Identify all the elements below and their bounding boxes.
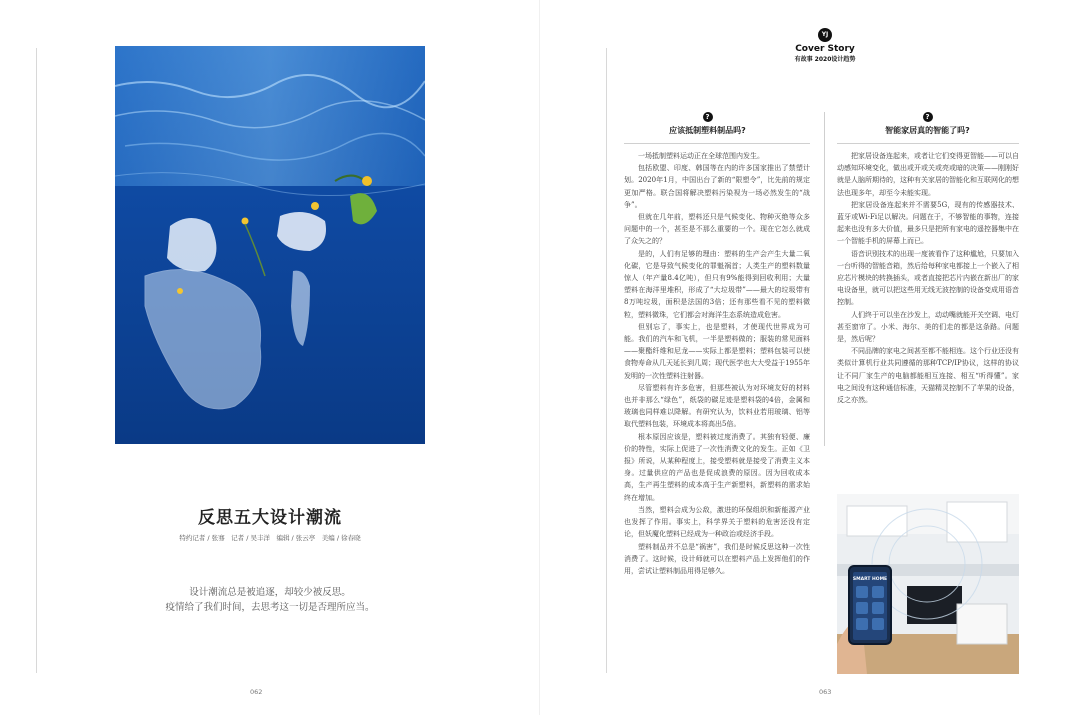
page-number-left: 062 [250,688,263,696]
paragraph: 根本原因应该是，塑料被过度消费了。其独有轻便、廉价的特性，实际上促进了一次性消费文化的发生。正如《卫报》所说，从某种程度上，接受塑料就是接受了消费主义本身。过量供应的产品也是促成浪费的原因。因为回收成本高，生产再生塑料的成本高于生产新塑料，新塑料的需求始终在增加。 [624,432,810,502]
smart-home-illustration [837,494,1019,674]
intro-line: 疫情给了我们时间，去思考这一切是否理所应当。 [165,602,375,613]
paragraph: 把家居设备连起来，或者让它们变得更智能——可以自动感知环境变化，做出或开或关或亮或暗的决策——刚刚好就是人脑所期待的，这种有关家居的智能化和互联网化的想法也现多年，却至今未能实现。 [837,152,1019,197]
section1-title: 应该抵制塑料制品吗? [669,126,746,135]
paragraph: 尽管塑料有许多危害，但那些被认为对环境友好的材料也并非那么“绿色”，纸袋的碳足迹是塑料袋的4倍，金属和玻璃也同样难以降解。有研究认为，饮料业若用玻璃、铝等取代塑料包装，环境成本将高出5倍。 [624,383,810,429]
phone-screen-title: SMART HOME [852,577,888,582]
paragraph: 人们终于可以坐在沙发上，动动嘴就能开关空调、电灯甚至窗帘了。小米、海尔、美的们走的都是这条路。问题是，然后呢？ [837,310,1019,344]
paragraph: 把家居设备连起来并不需要5G，现有的传感器技术、蓝牙或Wi-Fi足以解决。问题在于，不够智能的事物，连接起来也没有多大价值，最多只是把所有家电的遥控器集中在一个智能手机的屏幕上而已。 [837,200,1019,246]
paragraph: 当然，塑料会成为公敌，激进的环保组织和新能源产业也发挥了作用。事实上，科学界关于塑料的危害还没有定论，但妖魔化塑料已经成为一种政治或经济手段。 [624,505,810,539]
right-margin-rule [606,48,607,673]
article-title: 反思五大设计潮流 [198,508,342,528]
column-divider [824,112,825,446]
paragraph: 一场抵制塑料运动正在全球范围内发生。 [638,152,764,160]
article-credits: 特约记者 / 张骞 记者 / 吴丰洋 编辑 / 张云亭 美编 / 徐春晓 [179,534,361,542]
paragraph: 但就在几年前，塑料还只是气候变化、物种灭绝等众多问题中的一个，甚至是不那么重要的一个。现在它怎么就成了众矢之的？ [624,213,810,246]
section1-rule [624,143,810,144]
section2-body [837,150,1019,406]
brand-title: Cover Story [795,44,855,54]
section1-body [624,150,810,577]
paragraph: 是的，人们有足够的理由：塑料的生产会产生大量二氧化碳，它是导致气候变化的罪魁祸首；人类生产的塑料数量惊人（年产量8.4亿吨），但只有9%能得到回收利用；大量塑料在海洋里堆积，形成了“大垃圾带”——最大的垃圾带有8万吨垃圾，面积是法国的3倍；还有那些看不见的塑料微粒，塑料微珠，它们都会对海洋生态系统造成危害。 [624,249,810,319]
paragraph: 语音识别技术的出现一度被看作了这种尴尬，只要加入一台听得的智能音箱，然后给每种家电都接上一个嵌入了相应芯片模块的转换插头，或者直接把芯片内嵌在新出厂的家电设备里，就可以把这些用无线无波控制的设备变成用语音控制。 [837,249,1019,307]
brand-logo-icon: YJ [818,28,832,42]
paragraph: 塑料制品并不总是“祸害”，我们是时候反思这种一次性消费了。这时候，设计师就可以在塑料产品上发挥他们的作用，尝试让塑料制品用得足够久。 [624,542,810,575]
paragraph: 但别忘了，事实上，也是塑料，才使现代世界成为可能。我们的汽车和飞机，一半是塑料做的；服装的常见面料——聚酯纤维和尼龙——实际上都是塑料；塑料包装可以使食物寿命从几天延长到几周；现代医学也大大受益于1955年发明的一次性塑料注射器。 [624,322,810,380]
smart-home-photo [837,494,1019,674]
intro-line: 设计潮流总是被追逐，却较少被反思。 [189,587,351,598]
brand-subtitle: 有故事 2020设计趋势 [794,56,856,63]
question-icon: ? [703,112,713,122]
brand-header [780,28,870,63]
question-icon: ? [923,112,933,122]
section1-heading [630,112,785,136]
section2-heading [845,112,1010,136]
ocean-plastic-bags-photo [115,46,425,444]
section2-title: 智能家居真的智能了吗? [885,126,970,135]
right-page [540,0,1080,715]
paragraph: 包括欧盟、印度、韩国等在内的许多国家推出了禁塑计划。2020年1月，中国出台了新的“限塑令”，比先前的规定更加严格。联合国将解决塑料污染视为一场必然发生的“战争”。 [624,164,810,209]
paragraph: 不同品牌的家电之间甚至都不能相连。这个行业还没有类似计算机行业共同遵循的那种TCP/IP协议，这样的协议让不同厂家生产的电脑都能相互连接、相互“听得懂”。家电之间没有这种通信标准，天猫精灵控制不了苹果的设备，反之亦然。 [837,347,1019,405]
left-margin-rule [36,48,37,673]
ocean-plastic-illustration [115,46,425,444]
article-intro [0,585,540,615]
section2-rule [837,143,1019,144]
page-number-right: 063 [819,688,832,696]
